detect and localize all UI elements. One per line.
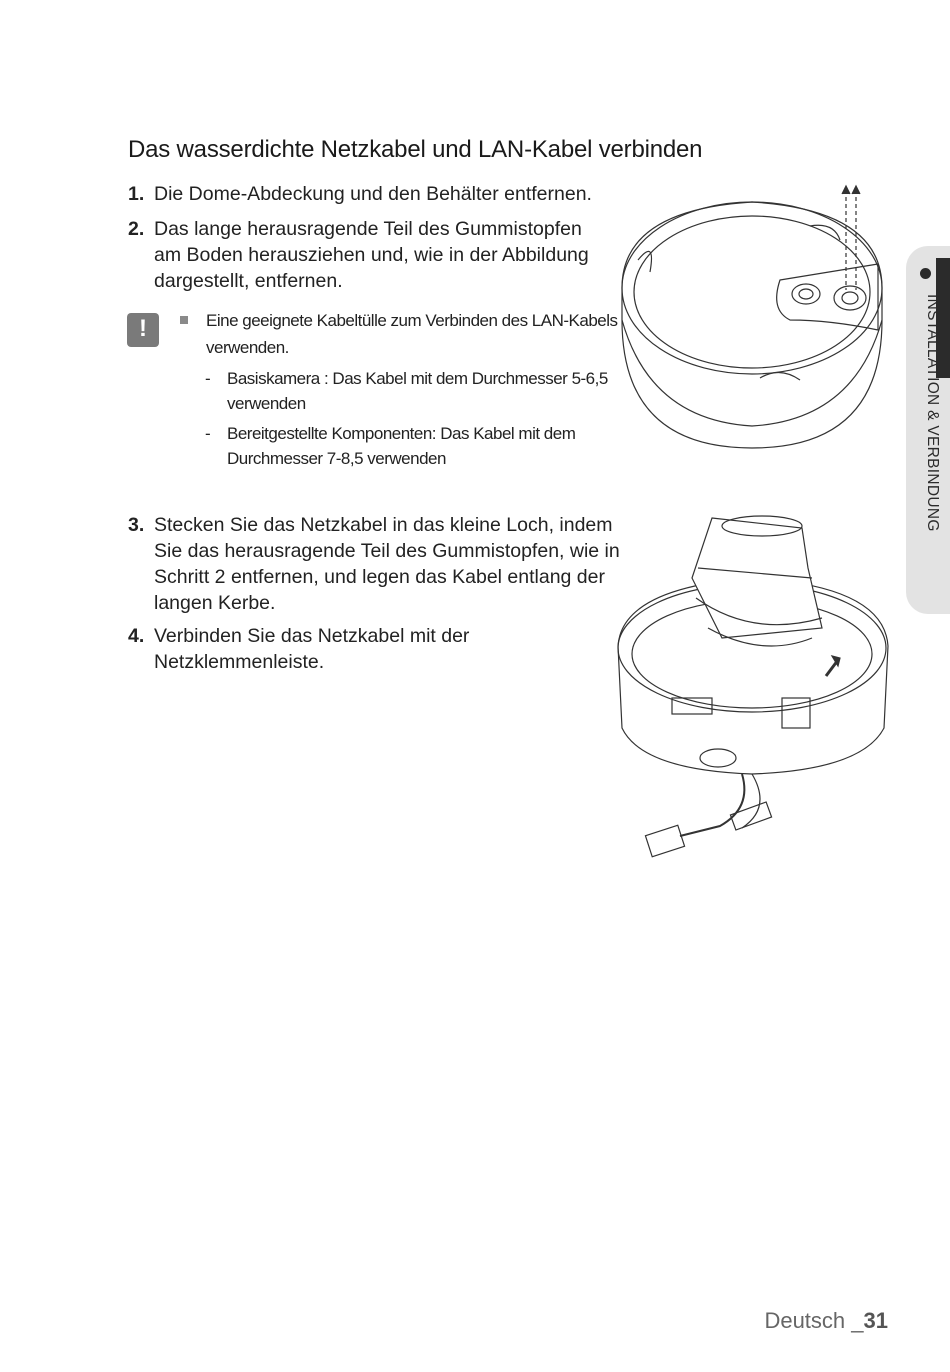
note-text: Eine geeignete Kabeltülle zum Verbinden des LAN-Kabels verwenden.	[206, 311, 618, 357]
step-number: 1.	[128, 183, 145, 205]
footer-language: Deutsch _	[764, 1308, 864, 1333]
step-number: 4.	[128, 625, 145, 647]
note-subitem-text: Basiskamera : Das Kabel mit dem Durchmesser 5-6,5 verwenden	[227, 369, 608, 413]
bullet-dot-icon	[920, 268, 931, 279]
section-tab-label: INSTALLATION & VERBINDUNG	[924, 294, 941, 532]
square-bullet-icon	[180, 316, 188, 324]
step-text: Stecken Sie das Netzkabel in das kleine Loch, indem Sie das herausragende Teil des Gummistopfen, wie in Schritt 2 entfernen, und legen das Kabel entlang der langen Kerbe.	[154, 514, 620, 614]
step-text: Die Dome-Abdeckung und den Behälter entfernen.	[154, 183, 592, 205]
note-subitem: - Basiskamera : Das Kabel mit dem Durchmesser 5-6,5 verwenden	[205, 366, 615, 416]
page-footer	[764, 1308, 888, 1334]
page-title: Das wasserdichte Netzkabel und LAN-Kabel verbinden	[128, 136, 703, 163]
exclamation-icon: !	[127, 313, 159, 347]
note-subitem-text: Bereitgestellte Komponenten: Das Kabel mit dem Durchmesser 7-8,5 verwenden	[227, 424, 576, 468]
step-1	[128, 181, 628, 207]
step-2	[128, 216, 608, 294]
note-item	[180, 307, 620, 361]
camera-base-illustration	[610, 180, 900, 470]
step-4	[128, 623, 628, 675]
step-number: 3.	[128, 514, 145, 536]
step-text: Verbinden Sie das Netzkabel mit der Netzklemmenleiste.	[154, 625, 470, 673]
note-subitem: - Bereitgestellte Komponenten: Das Kabel mit dem Durchmesser 7-8,5 verwenden	[205, 421, 615, 471]
page-number: 31	[863, 1308, 888, 1333]
step-text: Das lange herausragende Teil des Gummistopfen am Boden herausziehen und, wie in der Abbildung dargestellt, entfernen.	[154, 218, 589, 292]
camera-cable-illustration	[612, 508, 902, 868]
step-number: 2.	[128, 218, 145, 240]
step-3	[128, 512, 620, 616]
